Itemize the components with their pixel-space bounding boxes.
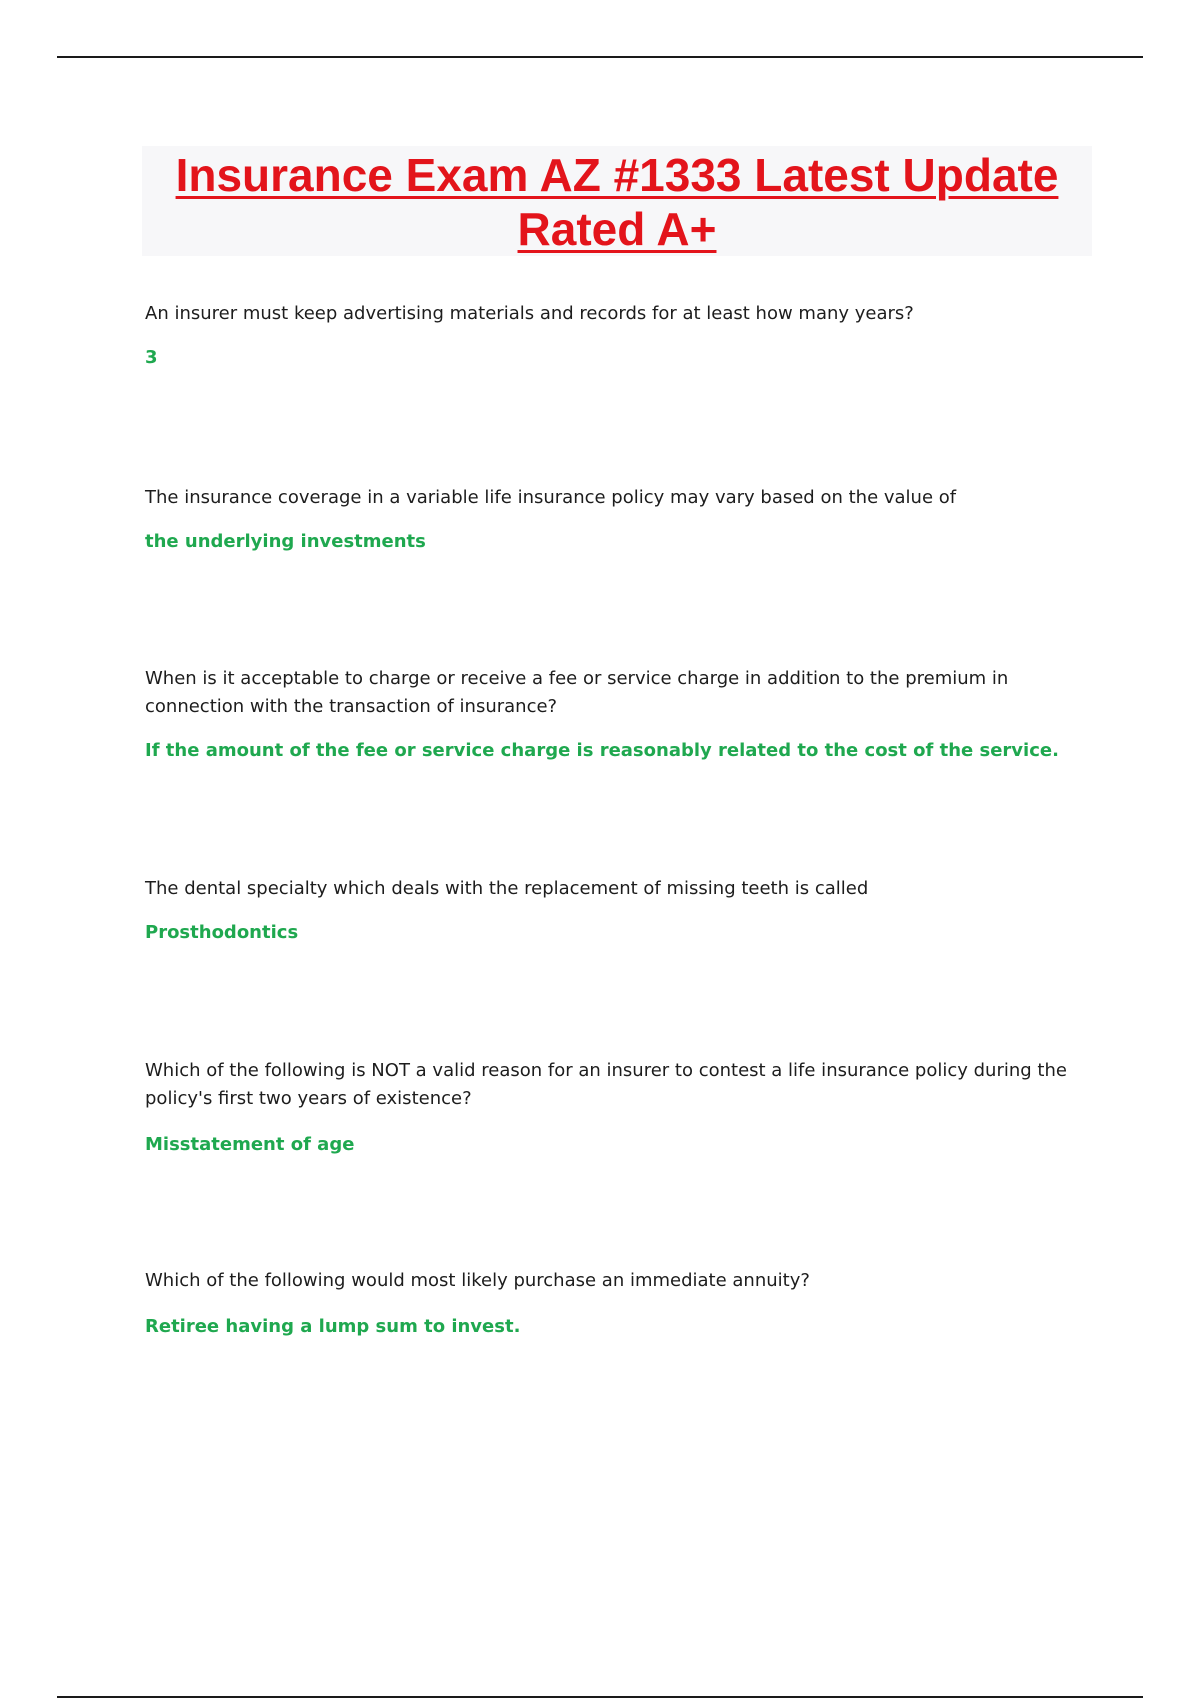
qa-item [145, 1267, 1075, 1341]
qa-item [145, 875, 1075, 947]
document-title-line-1: Insurance Exam AZ #1333 Latest Update [175, 149, 1059, 201]
document-title-line-2: Rated A+ [517, 203, 717, 255]
question-text: Which of the following would most likely purchase an immediate annuity? [145, 1270, 810, 1291]
question-text: When is it acceptable to charge or receive a fee or service charge in addition to the premium in connection with the transaction of insurance? [145, 668, 1009, 717]
answer-text: Retiree having a lump sum to invest. [145, 1316, 521, 1337]
question-text: An insurer must keep advertising materials and records for at least how many years? [145, 303, 914, 324]
footer-rule [57, 1696, 1143, 1698]
answer-text: If the amount of the fee or service charge is reasonably related to the cost of the service. [145, 740, 1059, 761]
qa-item [145, 665, 1075, 765]
qa-item [145, 1057, 1075, 1159]
header-rule [57, 56, 1143, 58]
question-text: The insurance coverage in a variable life insurance policy may vary based on the value of [145, 487, 957, 508]
answer-text: the underlying investments [145, 531, 426, 552]
question-text: The dental specialty which deals with the replacement of missing teeth is called [145, 878, 869, 899]
question-text: Which of the following is NOT a valid reason for an insurer to contest a life insurance policy during the policy's first two years of existence? [145, 1060, 1067, 1109]
title-block [142, 146, 1092, 256]
answer-text: Prosthodontics [145, 922, 299, 943]
answer-text: Misstatement of age [145, 1134, 355, 1155]
qa-item [145, 300, 1075, 372]
qa-item [145, 484, 1075, 556]
answer-text: 3 [145, 347, 158, 368]
